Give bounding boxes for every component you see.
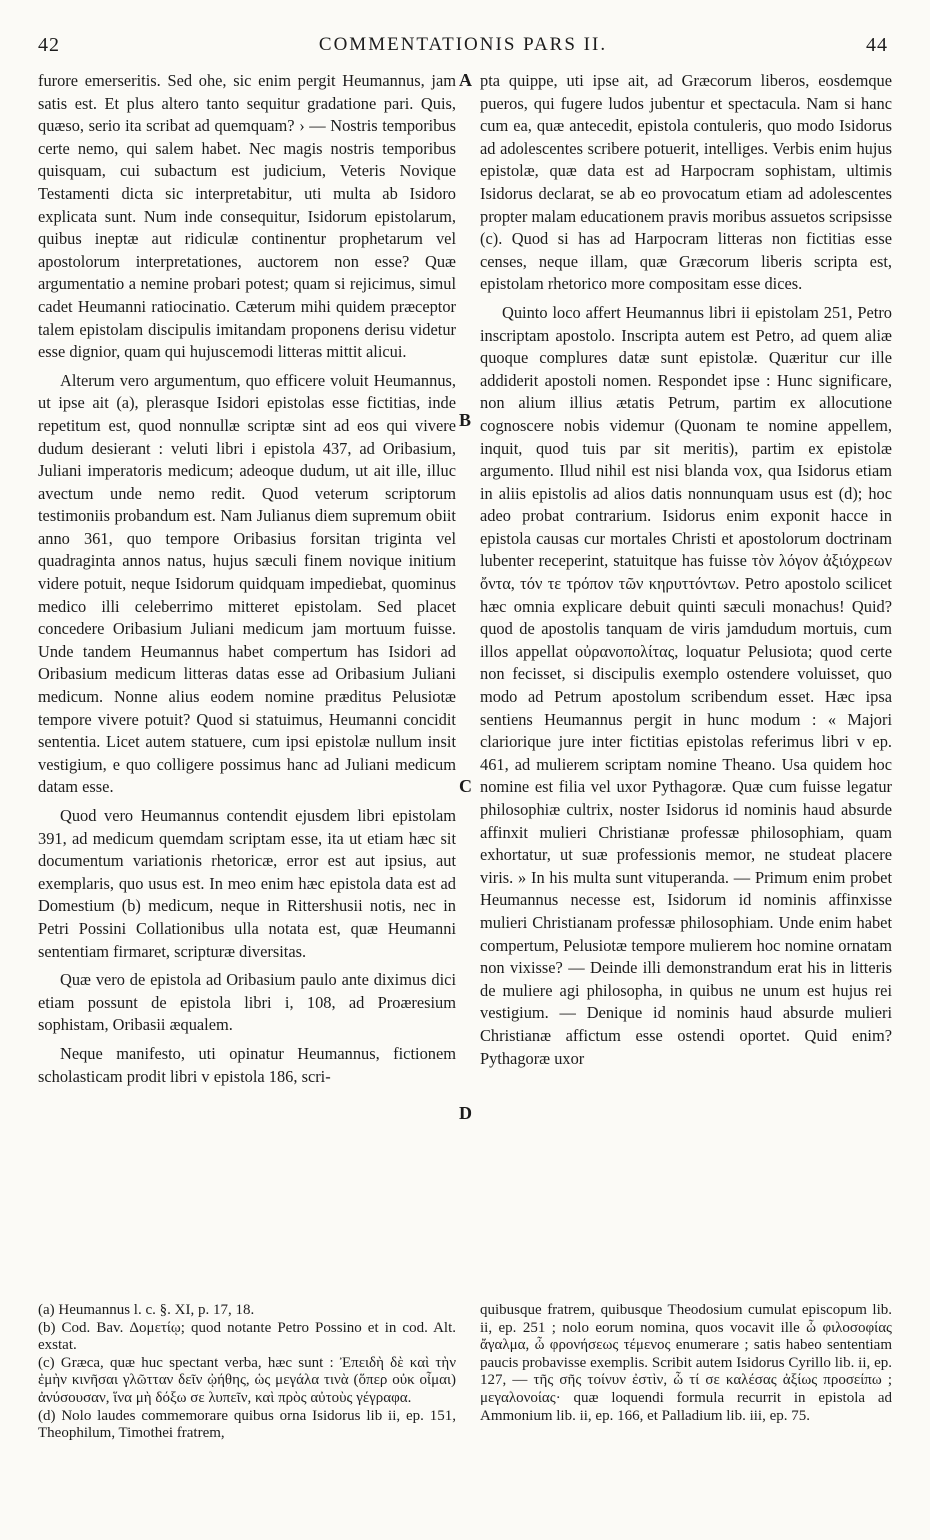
- left-paragraph-5: Neque manifesto, uti opinatur Heumannus, fictionem scholasticam prodit libri v epistola 186, scri-: [38, 1043, 456, 1086]
- left-paragraph-1: furore emerseritis. Sed ohe, sic enim pergit Heumannus, jam satis est. Et plus altero tanto sequitur gradatione pari. Quis, quæso, serio ita scribat ad quemquam? › — Nostris temporibus certe nemo, qui salem habet. Nec magis nostris temporibus quisquam, cui subactum est judicium, Veteris Novique Testamenti dicta sic interpretabitur, uti multa ab Isidoro explicata sunt. Num inde consequitur, Isidorum epistolarum, quibus ineptæ aut ridiculæ continentur prophetarum vel apostolorum interpretationes, auctorem non esse? Quæ argumentatio a nemine probari potest; quam si rejicimus, simul cadet Heumanni ratiocinatio. Cæterum mihi quidem præceptor talem epistolam discipulis imitandam proponens derisu videtur esse dignior, quam qui hujuscemodi litteras mittit alicui.: [38, 71, 456, 362]
- left-paragraph-2: Alterum vero argumentum, quo efficere voluit Heumannus, ut ipse ait (a), plerasque Isidori epistolas esse fictitias, inde repetitum est, quod nonnullæ scriptæ sint ad eos qui vivere dudum desierant : veluti libri i epistola 437, ad Oribasium, Juliani imperatoris medicum; adeoque dudum, ut ait ille, illuc avectum unde nemo redit. Quod veterum scriptorum testimoniis probandum est. Nam Julianus diem supremum obiit anno 361, quo tempore Oribasius forsitan triginta vel quadraginta annos natus, hujus sæculi finem novique initium videre potuit, neque Isidorum quidquam impediebat, quominus medico illi celeberrimo mitteret epistolam. Sed placet concedere Oribasium Juliani medicum jam mortuum fuisse. Unde tandem Heumannus habet compertum has Isidori ad Oribasium medicum litteras datas esse ad Oribasium Juliani medicum. Nonne alius eodem nomine præditus Pelusiotæ tempore vivere potuit? Quod si statuimus, Heumanni concidit sententia. Licet autem statuere, cum ipsi epistolæ nullum insit vestigium, e quo colligere possimus hanc ad Juliani medicum datam esse.: [38, 370, 456, 797]
- left-paragraph-3: Quod vero Heumannus contendit ejusdem libri epistolam 391, ad medicum quemdam scriptam esse, ita ut etiam hæc sit documentum variationis rhetoricæ, error est aut ipsius, aut exemplaris, quo usus est. In meo enim hæc epistola data est ad Domestium (b) medicum, neque in Rittershusii notis, nec in Petri Possini Collationibus ulla notata est, quæ Heumanni sententiam firmaret, scripturæ diversitas.: [38, 806, 456, 961]
- running-title: COMMENTATIONIS PARS II.: [318, 34, 608, 55]
- margin-marker-a: A: [459, 70, 472, 90]
- footnote-d: (d) Nolo laudes commemorare quibus orna Isidorus lib ii, ep. 151, Theophilum, Timothei fratrem,: [38, 1407, 456, 1442]
- footnotes-left: [38, 1302, 456, 1443]
- footnote-d-continued: quibusque fratrem, quibusque Theodosium cumulat episcopum lib. ii, ep. 251 ; nolo eorum nomina, quos vocavit ille ὦ φιλοσοφίας ἄγαλμα, ὦ φρονήσεως τέμενος enumerare ; satis habeo sententiam paucis probavisse exemplis. Scribit autem Isidorus Cyrillo lib. ii, ep. 127, — τῆς σῆς τοίνυν ἐστὶν, ὦ τί σε καλέσας ἀξίως προσείπω ; μεγαλονοίας· quæ loquendi formula recurrit in epistola ad Ammonium lib. ii, ep. 166, et Palladium lib. iii, ep. 75.: [480, 1302, 892, 1424]
- footnote-a: (a) Heumannus l. c. §. XI, p. 17, 18.: [38, 1302, 255, 1318]
- running-header: [38, 34, 888, 64]
- right-paragraph-2: Quinto loco affert Heumannus libri ii epistolam 251, Petro inscriptam apostolo. Inscripta autem est Petro, ad quem aliæ quoque complures datæ sunt epistolæ. Quæritur cur ille addiderit apostoli nomen. Respondet ipse : Hunc significare, non alium illius ætatis Petrum, partim ex allocutione cognoscere nobis videmur (Quonam te nomine appellem, inquit, quod tuis par sit meritis), partim ex epistolæ argumento. Illud nihil est nisi blanda vox, qua Isidorus etiam in aliis epistolis ad alios datis nonnunquam usus est (d); hoc adeo probat contrarium. Isidorus enim exponit hacce in epistola causas cur mortales Christi et apostolorum doctrinam lubenter receperint, statuitque has fuisse τὸν λόγον ἀξιόχρεων ὄντα, τόν τε τρόπον τῶν κηρυττόντων. Petro apostolo scilicet hæc omnia explicare debuit quinti sæculi monachus! Quid? quod de apostolis tanquam de viris jamdudum mortuis, cum illos appellat οὐρανοπολίτας, loquatur Pelusiota; quod certe non fecisset, si discipulis exemplo ostendere voluisset, quo modo ad Petrum apostolum scribendum esset. Hæc ipsa sentiens Heumannus pergit in hunc modum : « Majori clariorique jure inter fictitias epistolas referimus libri v ep. 461, ad mulierem scriptam nomine Theano. Usa quidem hoc nomine est filia vel uxor Pythagoræ. Quæ cum fuisse legatur philosophiæ cultrix, noster Isidorus id nominis haud absurde affinxit mulieri Christianæ professæ philosophiam, quam exhortatur, ut suæ professionis memor, ne studeat placere viris. » In his multa sunt vituperanda. — Primum enim probet Heumannus necesse est, Isidorum id nominis affinxisse mulieri Christianam professæ philosophiam. Unde enim habet compertum, Pelusiotæ tempore mulierem hoc nomine ornatam non vixisse? — Deinde illi demonstrandum erat his in litteris de muliere agi philosopha, in quibus ne unum est hujus rei vestigium. — Denique id nominis haud absurde mulieri Christianæ affictum esse ostendi oportet. Quid enim? Pythagoræ uxor: [480, 302, 892, 1068]
- right-paragraph-1: pta quippe, uti ipse ait, ad Græcorum liberos, eosdemque pueros, qui fugere ludos jubentur et spectacula. Nam si hanc cum ea, quæ antecedit, epistola contuleris, quo modo Isidorus ad adolescentes scribere potuerit, intelliges. Verbis enim hujus epistolæ, quæ data est ad Harpocram sophistam, ultimis Isidorus declarat, se ab eo provocatum etiam ad adolescentes propter malam educationem pravis moribus assuetos scripsisse (c). Quod si has ad Harpocram litteras non fictitias esse censes, neque illam, quæ Græcorum liberis scripta est, epistolam rhetorico more compositam esse dices.: [480, 71, 892, 294]
- page-number-right: 44: [866, 34, 888, 56]
- right-column: [480, 70, 892, 1070]
- margin-marker-b: B: [459, 410, 472, 430]
- footnote-b: (b) Cod. Bav. Δομετίῳ; quod notante Petro Possino et in cod. Alt. exstat.: [38, 1319, 456, 1354]
- footnote-c: (c) Græca, quæ huc spectant verba, hæc sunt : Ἐπειδὴ δὲ καὶ τὴν ἐμὴν κινῆσαι γλῶτταν δεῖν ᾠήθης, ὡς μεγάλα τινὰ (ὅπερ οὐκ οἶμαι) ἀνύσουσαν, ἵνα μὴ δόξω σε λυπεῖν, καὶ πρὸς αὐτοὺς γέγραφα.: [38, 1354, 456, 1406]
- left-paragraph-4: Quæ vero de epistola ad Oribasium paulo ante diximus dici etiam possunt de epistola libri i, 108, ad Proæresium sophistam, Oribasii æqualem.: [38, 970, 456, 1035]
- page-number-left: 42: [38, 34, 60, 56]
- margin-marker-d: D: [459, 1103, 472, 1123]
- margin-marker-c: C: [459, 776, 472, 796]
- footnotes-right: [480, 1302, 892, 1425]
- left-column: [38, 70, 456, 1088]
